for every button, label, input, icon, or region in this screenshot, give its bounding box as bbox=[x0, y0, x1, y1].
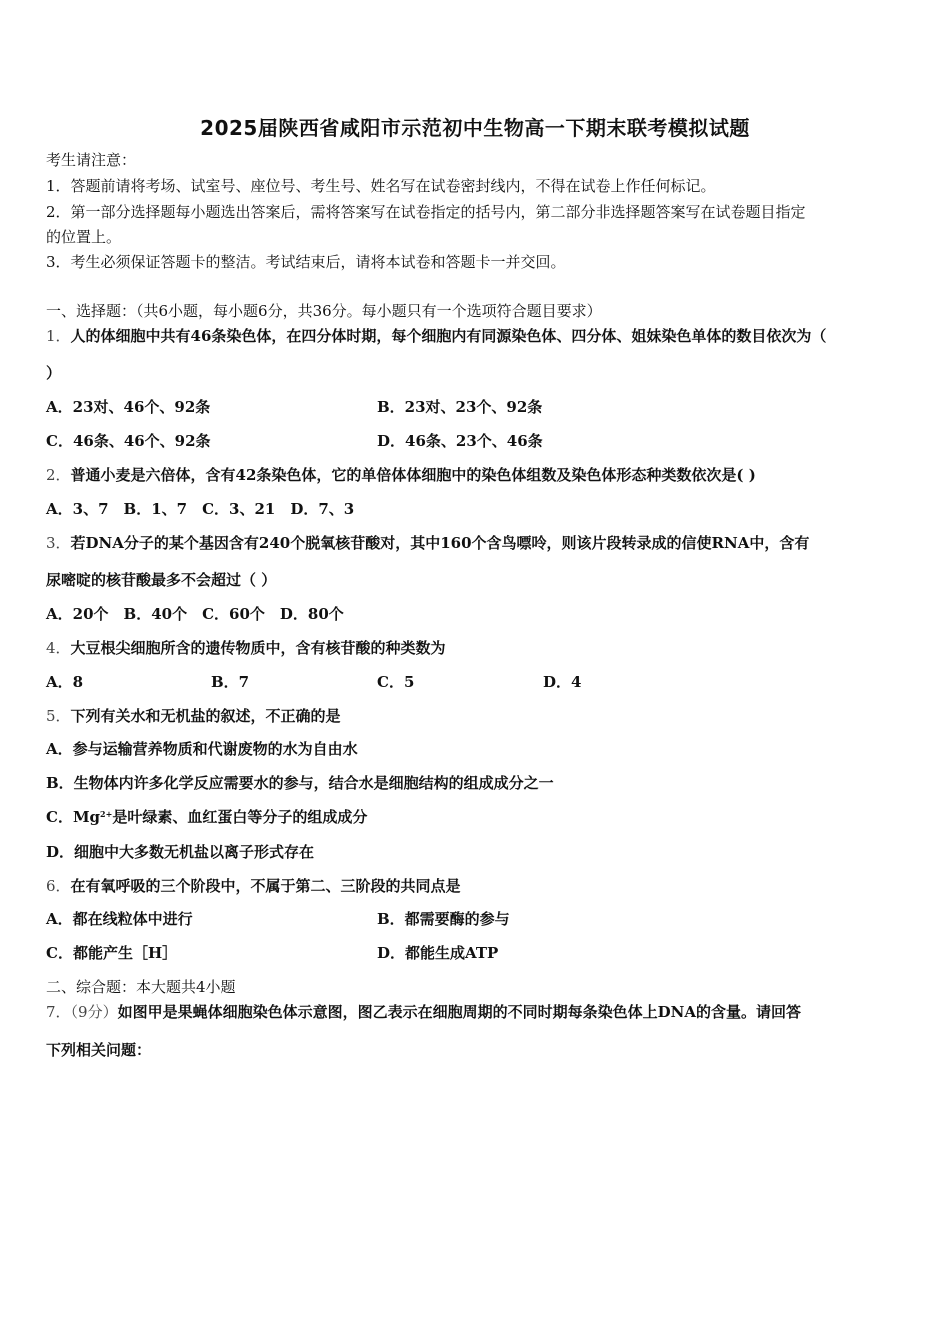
option-d: D．4 bbox=[543, 673, 582, 691]
page-title: 2025届陕西省咸阳市示范初中生物高一下期末联考模拟试题 bbox=[200, 116, 750, 140]
question-5 bbox=[46, 706, 904, 726]
question-3-continued: 尿嘧啶的核苷酸最多不会超过（ ） bbox=[46, 571, 277, 589]
question-text: 若DNA分子的某个基因含有240个脱氧核苷酸对，其中160个含鸟嘌呤，则该片段转录成的信使RNA中，含有 bbox=[70, 534, 810, 552]
options-row: A．3、7 B．1、7 C．3、21 D．7、3 bbox=[46, 500, 355, 518]
question-text: 在有氧呼吸的三个阶段中，不属于第二、三阶段的共同点是 bbox=[70, 877, 461, 895]
question-number: 3． bbox=[46, 534, 71, 552]
question-4 bbox=[46, 638, 904, 658]
notice-item-3: 3．考生必须保证答题卡的整洁。考试结束后，请将本试卷和答题卡一并交回。 bbox=[46, 253, 566, 271]
question-text: 下列有关水和无机盐的叙述，不正确的是 bbox=[70, 707, 341, 725]
notice-item-2b: 的位置上。 bbox=[46, 228, 122, 246]
option-c-superscript: 2+ bbox=[100, 809, 113, 819]
question-7-continued: 下列相关问题： bbox=[46, 1041, 152, 1059]
question-number: 7． bbox=[46, 1003, 71, 1021]
question-number: 5． bbox=[46, 707, 71, 725]
question-6 bbox=[46, 876, 904, 896]
question-number: 6． bbox=[46, 877, 71, 895]
option-c: C．都能产生［H］ bbox=[46, 944, 178, 962]
question-7 bbox=[46, 1002, 904, 1022]
question-text: 如图甲是果蝇体细胞染色体示意图，图乙表示在细胞周期的不同时期每条染色体上DNA的含量。请回答 bbox=[117, 1003, 801, 1021]
notice-heading: 考生请注意： bbox=[46, 151, 137, 169]
section1-heading: 一、选择题：（共6小题，每小题6分，共36分。每小题只有一个选项符合题目要求） bbox=[46, 302, 602, 320]
option-d: D．46条、23个、46条 bbox=[377, 432, 543, 450]
question-3 bbox=[46, 533, 904, 553]
question-text: 人的体细胞中共有46条染色体，在四分体时期，每个细胞内有同源染色体、四分体、姐妹染色单体的数目依次为（ bbox=[70, 327, 827, 345]
question-text: 普通小麦是六倍体，含有42条染色体，它的单倍体体细胞中的染色体组数及染色体形态种类数依次是( ) bbox=[70, 466, 756, 484]
question-number: 2． bbox=[46, 466, 71, 484]
option-a: A．8 bbox=[46, 673, 84, 691]
option-c: C．5 bbox=[377, 673, 415, 691]
options-row: A．20个 B．40个 C．60个 D．80个 bbox=[46, 605, 344, 623]
question-number: 4． bbox=[46, 639, 71, 657]
question-text: 大豆根尖细胞所含的遗传物质中，含有核苷酸的种类数为 bbox=[70, 639, 446, 657]
question-number: 1． bbox=[46, 327, 71, 345]
notice-item-2a: 2．第一部分选择题每小题选出答案后，需将答案写在试卷指定的括号内，第二部分非选择题答案写在试卷题目指定 bbox=[46, 203, 806, 221]
question-1-continued: ） bbox=[46, 364, 62, 382]
option-c: C．46条、46个、92条 bbox=[46, 432, 211, 450]
option-d: D．细胞中大多数无机盐以离子形式存在 bbox=[46, 843, 315, 861]
option-c-text: 是叶绿素、血红蛋白等分子的组成成分 bbox=[112, 808, 368, 826]
option-c bbox=[46, 807, 367, 827]
option-b: B．7 bbox=[211, 673, 250, 691]
option-a: A．都在线粒体中进行 bbox=[46, 910, 193, 928]
option-a: A．参与运输营养物质和代谢废物的水为自由水 bbox=[46, 740, 358, 758]
option-a: A．23对、46个、92条 bbox=[46, 398, 211, 416]
option-b: B．都需要酶的参与 bbox=[377, 910, 510, 928]
section2-heading: 二、综合题：本大题共4小题 bbox=[46, 978, 236, 996]
option-b: B．生物体内许多化学反应需要水的参与，结合水是细胞结构的组成成分之一 bbox=[46, 774, 554, 792]
question-score: （9分） bbox=[70, 1003, 118, 1021]
question-1 bbox=[46, 326, 904, 346]
option-c-prefix: C．Mg bbox=[46, 808, 101, 826]
option-b: B．23对、23个、92条 bbox=[377, 398, 543, 416]
notice-item-1: 1．答题前请将考场、试室号、座位号、考生号、姓名写在试卷密封线内，不得在试卷上作任何标记。 bbox=[46, 177, 716, 195]
question-2 bbox=[46, 465, 904, 485]
option-d: D．都能生成ATP bbox=[377, 944, 499, 962]
